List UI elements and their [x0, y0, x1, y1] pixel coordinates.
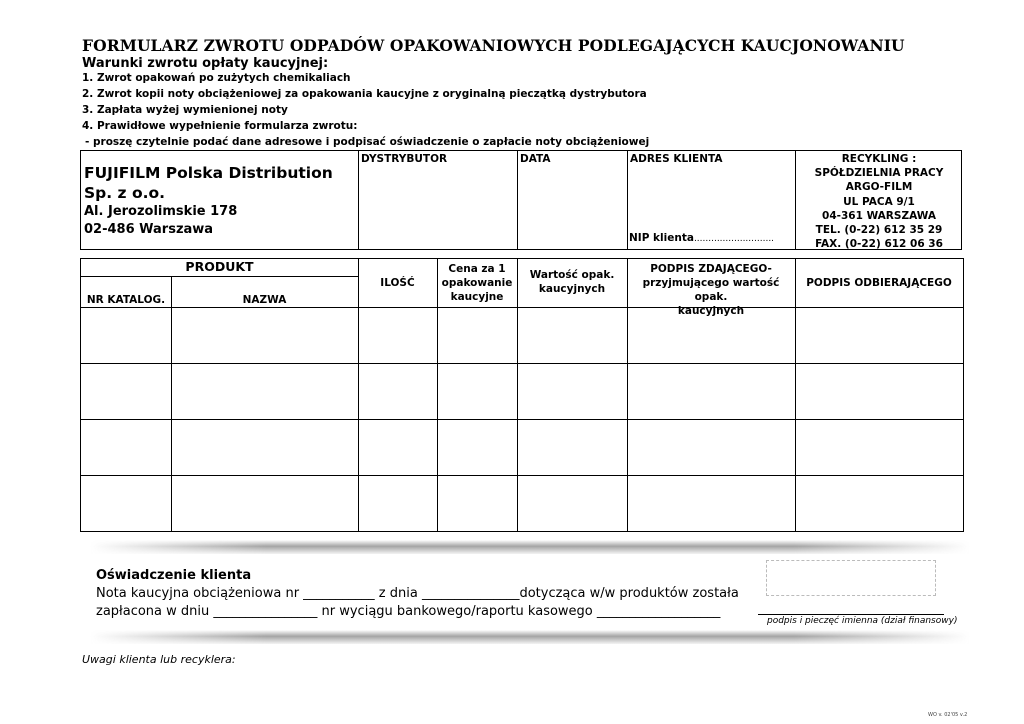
receiver-signature-header: PODPIS ODBIERAJĄCEGO: [806, 277, 952, 289]
table-row[interactable]: [81, 476, 963, 531]
table-row[interactable]: [81, 364, 963, 419]
product-table: [80, 258, 964, 532]
recycler-line-7: FAX. (0-22) 612 06 36: [815, 238, 943, 251]
deposit-value-line-2: kaucyjnych: [538, 283, 606, 295]
separator-shadow: [90, 630, 970, 644]
recycler-line-2: SPÓŁDZIELNIA PRACY: [814, 167, 944, 180]
recycler-line-4: UL PACA 9/1: [843, 195, 915, 208]
condition-4: 4. Prawidłowe wypełnienie formularza zwrotu:: [82, 120, 358, 132]
separator-shadow: [90, 540, 970, 554]
company-form: Sp. z o.o.: [84, 184, 166, 202]
distributor-field[interactable]: DYSTRYBUTOR: [361, 153, 448, 165]
nip-label: NIP klienta: [629, 232, 694, 244]
signature-caption: podpis i pieczęć imienna (dział finansowy): [767, 616, 958, 626]
stamp-box[interactable]: [766, 560, 936, 596]
condition-3: 3. Zapłata wyżej wymienionej noty: [82, 104, 288, 116]
form-title: FORMULARZ ZWROTU ODPADÓW OPAKOWANIOWYCH PODLEGAJĄCYCH KAUCJONOWANIU: [82, 36, 905, 55]
unit-price-line-1: Cena za 1: [448, 263, 506, 275]
condition-2: 2. Zwrot kopii noty obciążeniowej za opakowania kaucyjne z oryginalną pieczątką dystrybutora: [82, 88, 647, 100]
product-header: PRODUKT: [185, 259, 254, 274]
company-city: 02-486 Warszawa: [84, 222, 214, 237]
giver-signature-line-3: kaucyjnych: [677, 305, 745, 317]
form-code: WO v. 02'05 v.2: [928, 712, 968, 718]
catalog-number-header: NR KATALOG.: [86, 294, 166, 306]
company-name: FUJIFILM Polska Distribution: [84, 164, 333, 182]
nip-field[interactable]: [629, 232, 774, 244]
company-street: Al. Jerozolimskie 178: [84, 204, 238, 219]
client-address-field[interactable]: ADRES KLIENTA: [630, 153, 723, 165]
giver-signature-line-1: PODPIS ZDAJĄCEGO-: [650, 263, 772, 275]
statement-line-2: zapłacona w dniu ________________ nr wyciągu bankowego/raportu kasowego ___________________: [96, 604, 721, 619]
name-header: NAZWA: [242, 294, 287, 306]
unit-price-header: [437, 262, 517, 304]
deposit-value-header: [517, 268, 627, 296]
remarks-label: Uwagi klienta lub recyklera:: [82, 653, 236, 666]
unit-price-line-2: opakowanie: [441, 277, 513, 289]
table-row[interactable]: [81, 308, 963, 363]
unit-price-line-3: kaucyjne: [450, 291, 504, 303]
table-row[interactable]: [81, 420, 963, 475]
statement-line-1: Nota kaucyjna obciążeniowa nr ___________ z dnia _______________dotycząca w/w produktów została: [96, 586, 739, 601]
recycler-line-1: RECYKLING :: [841, 153, 917, 165]
condition-4-note: - proszę czytelnie podać dane adresowe i podpisać oświadczenie o zapłacie noty obciążeniowej: [85, 136, 650, 148]
nip-dots: ............................: [693, 234, 775, 244]
statement-title: Oświadczenie klienta: [96, 568, 252, 583]
signature-line[interactable]: [758, 614, 944, 615]
date-field[interactable]: DATA: [520, 153, 551, 165]
recycler-line-6: TEL. (0-22) 612 35 29: [815, 224, 943, 237]
condition-1: 1. Zwrot opakowań po zużytych chemikaliach: [82, 72, 351, 84]
recycler-info: [796, 151, 962, 251]
recycler-line-5: 04-361 WARSZAWA: [822, 209, 936, 222]
recycler-line-3: ARGO-FILM: [845, 181, 913, 194]
deposit-value-line-1: Wartość opak.: [529, 269, 615, 281]
giver-signature-line-2: przyjmującego wartość opak.: [642, 277, 780, 303]
quantity-header: ILOŚĆ: [380, 277, 415, 289]
header-table: [80, 150, 962, 250]
distributor-company: [84, 163, 333, 239]
conditions-heading: Warunki zwrotu opłaty kaucyjnej:: [82, 56, 329, 71]
